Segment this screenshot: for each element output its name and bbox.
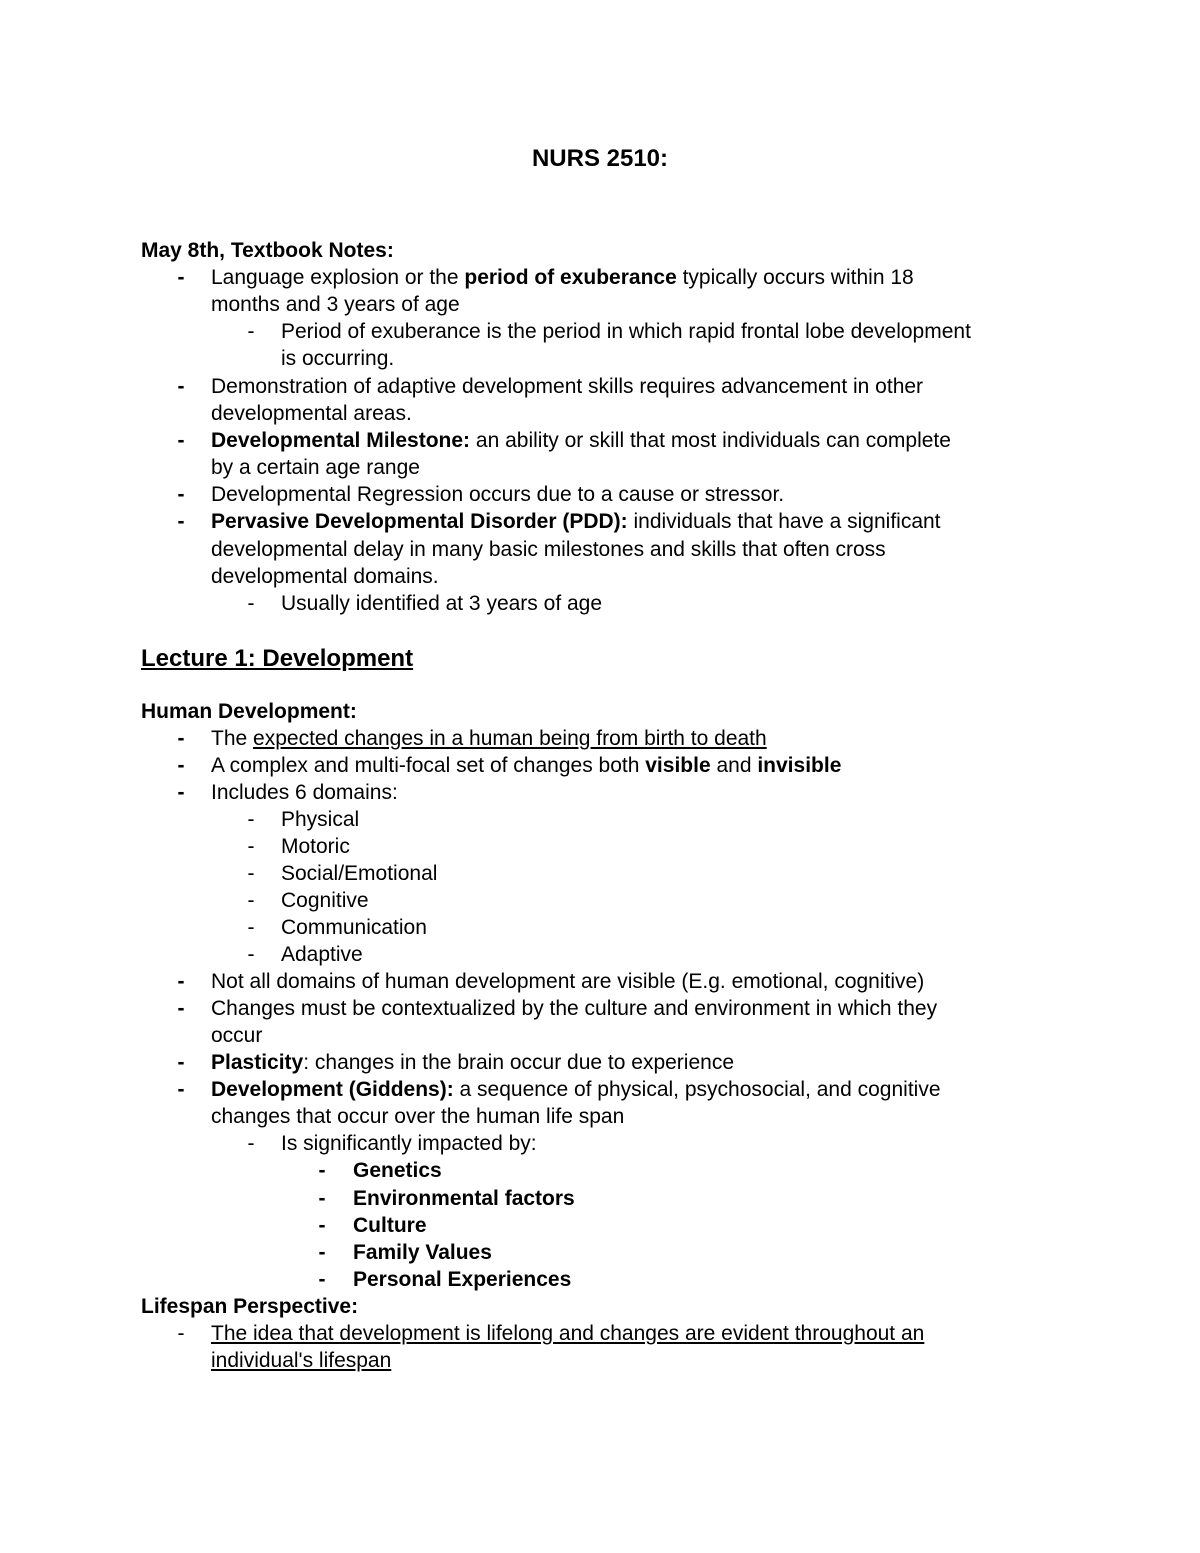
factor-item: Family Values xyxy=(353,1241,492,1264)
hd-bullet-7: Development (Giddens): a sequence of physical, psychosocial, and cognitive xyxy=(211,1078,941,1101)
bullet-dash: - xyxy=(318,1241,326,1264)
hd-bullet-1: The expected changes in a human being from birth to death xyxy=(211,727,767,750)
bullet-dash: - xyxy=(177,510,185,533)
textbook-bullet-2-cont: developmental areas. xyxy=(211,402,412,425)
textbook-notes-heading: May 8th, Textbook Notes: xyxy=(141,239,394,262)
domain-item: Cognitive xyxy=(281,889,369,912)
bullet-dash: - xyxy=(247,943,255,966)
textbook-bullet-1: Language explosion or the period of exuberance typically occurs within 18 xyxy=(211,266,914,289)
bullet-dash: - xyxy=(318,1187,326,1210)
hd-bullet-4: Not all domains of human development are visible (E.g. emotional, cognitive) xyxy=(211,970,925,993)
bullet-dash: - xyxy=(177,483,185,506)
hd-bullet-7-cont: changes that occur over the human life span xyxy=(211,1105,625,1128)
domain-item: Communication xyxy=(281,916,427,939)
textbook-bullet-3: Developmental Milestone: an ability or skill that most individuals can complete xyxy=(211,429,951,452)
bullet-dash: - xyxy=(318,1214,326,1237)
bullet-dash: - xyxy=(177,266,185,289)
lifespan-perspective-heading: Lifespan Perspective: xyxy=(141,1295,359,1318)
hd-subbullet-7: Is significantly impacted by: xyxy=(281,1132,537,1155)
bullet-dash: - xyxy=(177,1051,185,1074)
lifespan-bullet-1-cont: individual's lifespan xyxy=(211,1349,392,1372)
bullet-dash: - xyxy=(247,916,255,939)
textbook-bullet-2: Demonstration of adaptive development skills requires advancement in other xyxy=(211,375,924,398)
textbook-bullet-5-cont: developmental domains. xyxy=(211,565,439,588)
bullet-dash: - xyxy=(247,808,255,831)
bullet-dash: - xyxy=(247,862,255,885)
bullet-dash: - xyxy=(177,781,185,804)
factor-item: Environmental factors xyxy=(353,1187,575,1210)
domain-item: Adaptive xyxy=(281,943,363,966)
bullet-dash: - xyxy=(177,727,185,750)
textbook-bullet-1-cont: months and 3 years of age xyxy=(211,293,460,316)
bullet-dash: - xyxy=(247,835,255,858)
hd-bullet-3: Includes 6 domains: xyxy=(211,781,398,804)
textbook-bullet-4: Developmental Regression occurs due to a cause or stressor. xyxy=(211,483,785,506)
bullet-dash: - xyxy=(177,1078,185,1101)
bullet-dash: - xyxy=(318,1159,326,1182)
bullet-dash: - xyxy=(247,320,255,343)
hd-bullet-6: Plasticity: changes in the brain occur due to experience xyxy=(211,1051,734,1074)
bullet-dash: - xyxy=(247,592,255,615)
domain-item: Social/Emotional xyxy=(281,862,438,885)
bullet-dash: - xyxy=(177,970,185,993)
lifespan-bullet-1: The idea that development is lifelong and changes are evident throughout an xyxy=(211,1322,925,1345)
hd-bullet-5: Changes must be contextualized by the culture and environment in which they xyxy=(211,997,938,1020)
textbook-subbullet-1: Period of exuberance is the period in which rapid frontal lobe development xyxy=(281,320,971,343)
factor-item: Culture xyxy=(353,1214,427,1237)
textbook-bullet-3-cont: by a certain age range xyxy=(211,456,420,479)
textbook-subbullet-5: Usually identified at 3 years of age xyxy=(281,592,603,615)
factor-item: Personal Experiences xyxy=(353,1268,572,1291)
bullet-dash: - xyxy=(177,1322,185,1345)
bullet-dash: - xyxy=(247,889,255,912)
hd-bullet-2: A complex and multi-focal set of changes both visible and invisible xyxy=(211,754,842,777)
bullet-dash: - xyxy=(177,375,185,398)
bullet-dash: - xyxy=(177,754,185,777)
domain-item: Motoric xyxy=(281,835,350,858)
human-development-heading: Human Development: xyxy=(141,700,357,723)
textbook-bullet-5-cont: developmental delay in many basic milestones and skills that often cross xyxy=(211,538,886,561)
textbook-bullet-5: Pervasive Developmental Disorder (PDD): individuals that have a significant xyxy=(211,510,941,533)
bullet-dash: - xyxy=(177,997,185,1020)
page-title: NURS 2510: xyxy=(531,145,669,172)
factor-item: Genetics xyxy=(353,1159,442,1182)
domain-item: Physical xyxy=(281,808,360,831)
hd-bullet-5-cont: occur xyxy=(211,1024,263,1047)
bullet-dash: - xyxy=(247,1132,255,1155)
lecture-heading: Lecture 1: Development xyxy=(141,645,414,672)
textbook-subbullet-1-cont: is occurring. xyxy=(281,347,395,370)
bullet-dash: - xyxy=(177,429,185,452)
bullet-dash: - xyxy=(318,1268,326,1291)
